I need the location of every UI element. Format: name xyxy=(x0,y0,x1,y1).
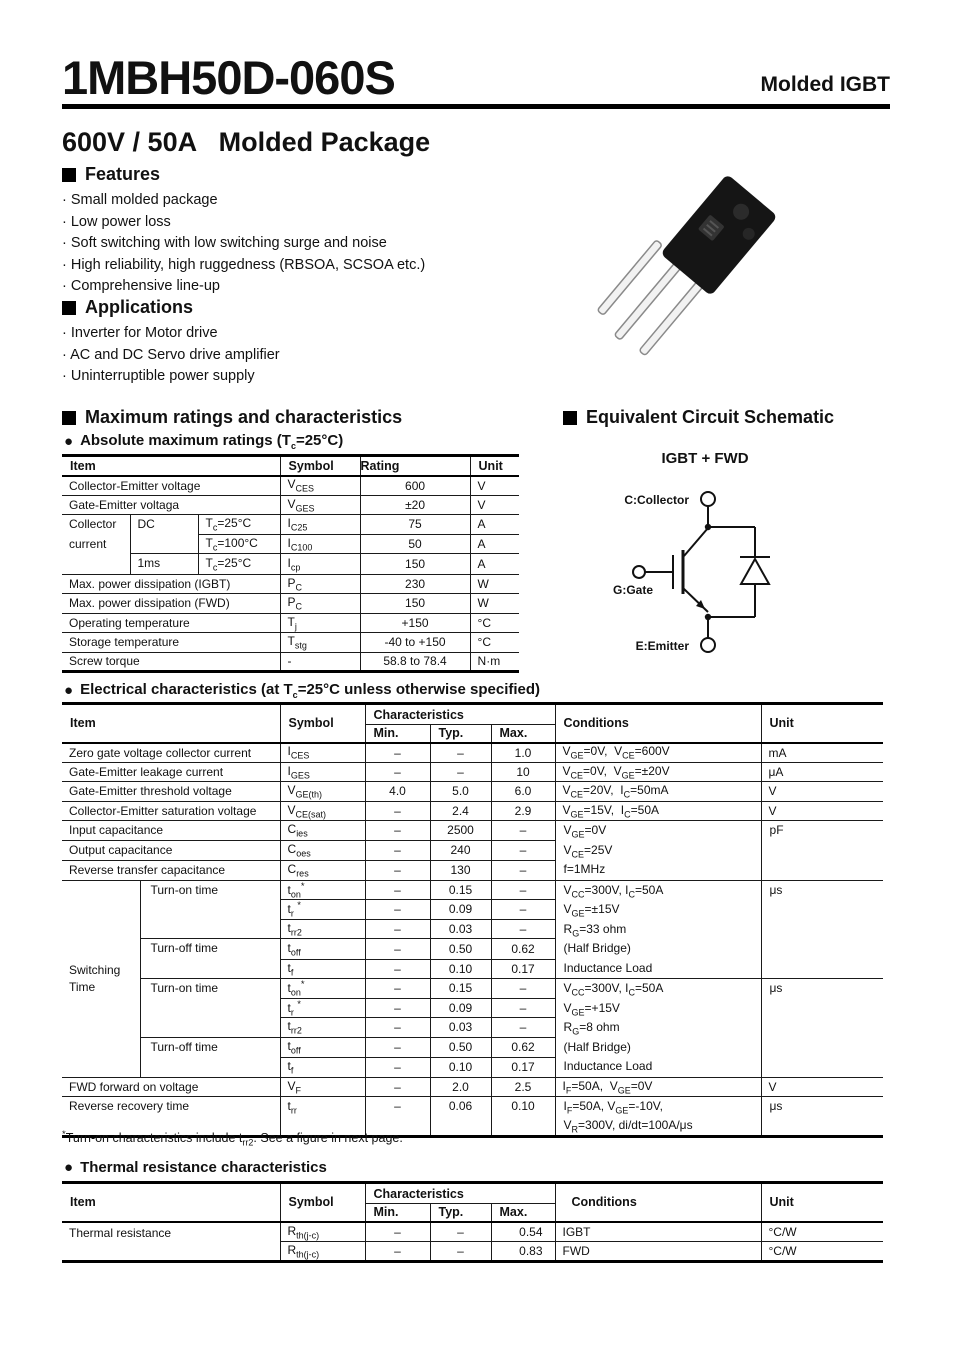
typ-cell: – xyxy=(430,743,491,763)
min-cell: – xyxy=(365,1097,430,1137)
application-item: · Inverter for Motor drive xyxy=(62,323,280,345)
junction-dot xyxy=(705,614,711,620)
max-header: Max. xyxy=(491,725,555,743)
cond-line: Inductance Load xyxy=(563,1059,653,1073)
unit-cell xyxy=(761,821,883,881)
turn-on-label-cell: Turn-on time xyxy=(140,880,280,939)
min-cell: – xyxy=(365,821,430,841)
table-row xyxy=(62,801,883,821)
max-cell: 0.17 xyxy=(491,1058,555,1078)
min-cell: – xyxy=(365,919,430,939)
table-row xyxy=(62,743,883,763)
table-row xyxy=(62,515,519,535)
symbol-header: Symbol xyxy=(280,456,360,476)
unit-header: Unit xyxy=(761,704,883,743)
igbt-fwd-schematic xyxy=(585,470,930,670)
cond-group-cell xyxy=(555,821,761,881)
item-cell: Gate-Emitter leakage current xyxy=(62,762,280,782)
table-row xyxy=(62,476,519,496)
symbol-cell: $R_{th(j-c)}$ xyxy=(280,1222,365,1242)
min-cell: – xyxy=(365,1222,430,1242)
max-cell: 2.9 xyxy=(491,801,555,821)
max-header: Max. xyxy=(491,1204,555,1222)
typ-cell: 5.0 xyxy=(430,782,491,802)
conditions-header: Conditions xyxy=(555,704,761,743)
cond-line: f=1MHz xyxy=(563,862,606,876)
typ-cell: 0.03 xyxy=(430,919,491,939)
square-bullet-icon xyxy=(62,301,76,315)
item-cell: Gate-Emitter voltaga xyxy=(62,495,280,515)
symbol-cell: $t_{rr2}$ xyxy=(280,1018,365,1038)
turn-off-label-cell: Turn-off time xyxy=(140,939,280,979)
max-cell: – xyxy=(491,979,555,999)
typ-cell: 0.03 xyxy=(430,1018,491,1038)
cond-line: $I_F=50A$, $V_{GE}=-10V$, xyxy=(563,1099,663,1116)
typ-cell: 0.10 xyxy=(430,1058,491,1078)
symbol-cell: $T_j$ xyxy=(280,613,360,633)
symbol-cell: $I_{cp}$ xyxy=(280,554,360,575)
rating-cell: 230 xyxy=(360,574,470,594)
cond-cell: $V_{GE}=15V$, $I_C=50A$ xyxy=(555,801,761,821)
feature-item: · High reliability, high ruggedness (RBSOA, SCSOA etc.) xyxy=(62,255,425,277)
item-cell: Gate-Emitter threshold voltage xyxy=(62,782,280,802)
table-row xyxy=(62,613,519,633)
item-header: Item xyxy=(62,1183,280,1222)
square-bullet-icon xyxy=(62,168,76,182)
cond-line: $V_{CC}=300V$, $I_C=50A$ xyxy=(563,882,664,899)
item-cell: Collector-Emitter voltage xyxy=(62,476,280,496)
rating-cell: -40 to +150 xyxy=(360,633,470,653)
min-cell: – xyxy=(365,860,430,880)
max-cell: 10 xyxy=(491,762,555,782)
item-header: Item xyxy=(62,456,280,476)
cond-line: $V_{CC}=300V$, $I_C=50A$ xyxy=(563,981,664,998)
unit-cell xyxy=(761,1097,883,1137)
max-cell: – xyxy=(491,880,555,900)
square-bullet-icon xyxy=(563,411,577,425)
symbol-cell: $t_r$ * xyxy=(280,900,365,920)
unit-cell: V xyxy=(470,495,519,515)
table-row xyxy=(62,880,883,900)
unit-cell: V xyxy=(761,801,883,821)
typ-cell: 0.50 xyxy=(430,1037,491,1058)
max-cell: – xyxy=(491,900,555,920)
equivalent-circuit-title: Equivalent Circuit Schematic xyxy=(586,407,835,427)
collector-terminal xyxy=(701,492,715,506)
item-header: Item xyxy=(62,704,280,743)
cond-cell: $V_{CE}=20V$, $I_C=50mA$ xyxy=(555,782,761,802)
min-cell: – xyxy=(365,1242,430,1262)
cond-line: Inductance Load xyxy=(563,960,653,975)
max-cell: 0.62 xyxy=(491,1037,555,1058)
symbol-cell: $I_{CES}$ xyxy=(280,743,365,763)
characteristics-header: Characteristics xyxy=(365,1183,555,1204)
item-cond-cell: $T_c=25^\circ C$ xyxy=(198,515,280,535)
package-lead xyxy=(639,277,707,356)
typ-cell: 0.10 xyxy=(430,959,491,979)
igbt-collector-lead xyxy=(684,528,708,556)
max-cell: 0.62 xyxy=(491,939,555,960)
min-cell: – xyxy=(365,880,430,900)
cond-cell: IGBT xyxy=(555,1222,761,1242)
table-row xyxy=(62,979,883,999)
item-cell: Storage temperature xyxy=(62,633,280,653)
item-sub-cell: 1ms xyxy=(130,554,198,575)
unit-value: pF xyxy=(769,823,784,837)
feature-item: · Soft switching with low switching surge and noise xyxy=(62,233,425,255)
unit-cell: °C xyxy=(470,633,519,653)
diode-symbol xyxy=(741,559,769,584)
symbol-cell: $I_{C25}$ xyxy=(280,515,360,535)
applications-list xyxy=(62,323,280,388)
symbol-cell: $t_r$ * xyxy=(280,998,365,1018)
min-cell: – xyxy=(365,939,430,960)
symbol-cell: $t_{off}$ xyxy=(280,1037,365,1058)
unit-value: μs xyxy=(769,981,783,995)
item-cell: Collector current xyxy=(62,515,130,575)
typ-cell: 0.15 xyxy=(430,979,491,999)
max-cell: 2.5 xyxy=(491,1077,555,1097)
feature-item: · Comprehensive line-up xyxy=(62,276,425,298)
item-cell: Operating temperature xyxy=(62,613,280,633)
max-cell: 0.17 xyxy=(491,959,555,979)
cond-group-cell xyxy=(555,1097,761,1137)
item-cond-cell: $T_c=100^\circ C$ xyxy=(198,534,280,554)
package-photo xyxy=(595,158,945,398)
min-cell: – xyxy=(365,959,430,979)
symbol-cell: $P_C$ xyxy=(280,594,360,614)
cond-line: $V_{CE}=25V$ xyxy=(563,842,613,859)
min-cell: – xyxy=(365,762,430,782)
item-cell: Thermal resistance xyxy=(62,1222,280,1262)
unit-cell: A xyxy=(470,534,519,554)
feature-item: · Low power loss xyxy=(62,212,425,234)
table-row xyxy=(62,1077,883,1097)
symbol-cell: $V_F$ xyxy=(280,1077,365,1097)
symbol-cell: $t_{rr}$ xyxy=(280,1097,365,1137)
unit-cell: A xyxy=(470,554,519,575)
symbol-cell: $V_{CES}$ xyxy=(280,476,360,496)
symbol-cell: $t_{on}^*$ xyxy=(280,979,365,999)
min-cell: – xyxy=(365,743,430,763)
table-row xyxy=(62,652,519,672)
cond-cell: $I_F=50A$, $V_{GE}=0V$ xyxy=(555,1077,761,1097)
typ-cell: 2.4 xyxy=(430,801,491,821)
cond-cell: $V_{GE}=0V$, $V_{CE}=600V$ xyxy=(555,743,761,763)
table-row xyxy=(62,554,519,575)
unit-cell: μA xyxy=(761,762,883,782)
min-cell: – xyxy=(365,1037,430,1058)
item-cell: Reverse transfer capacitance xyxy=(62,860,280,880)
table-row xyxy=(62,495,519,515)
typ-cell: 0.15 xyxy=(430,880,491,900)
typ-cell: – xyxy=(430,762,491,782)
typ-cell: 0.50 xyxy=(430,939,491,960)
applications-title: Applications xyxy=(85,297,194,317)
item-cond-cell: $T_c=25^\circ C$ xyxy=(198,554,280,575)
unit-cell: V xyxy=(761,782,883,802)
thermal-table xyxy=(62,1181,883,1263)
emitter-terminal xyxy=(701,638,715,652)
applications-section xyxy=(62,297,280,388)
item-cell: Screw torque xyxy=(62,652,280,672)
package-body xyxy=(660,174,777,296)
unit-cell: V xyxy=(761,1077,883,1097)
unit-value: μs xyxy=(769,882,783,897)
turn-off-label-cell: Turn-off time xyxy=(140,1037,280,1077)
cond-line: $V_{GE}=\pm 15V$ xyxy=(563,902,620,919)
min-cell: – xyxy=(365,1018,430,1038)
electrical-heading xyxy=(64,681,540,700)
typ-cell: – xyxy=(430,1222,491,1242)
symbol-cell: $C_{oes}$ xyxy=(280,840,365,860)
min-cell: 4.0 xyxy=(365,782,430,802)
symbol-cell: $V_{GES}$ xyxy=(280,495,360,515)
feature-item: · Small molded package xyxy=(62,190,425,212)
unit-cell xyxy=(761,979,883,1078)
rating-cell: ±20 xyxy=(360,495,470,515)
max-cell: – xyxy=(491,919,555,939)
unit-cell: °C/W xyxy=(761,1222,883,1242)
table-row xyxy=(62,762,883,782)
max-cell: – xyxy=(491,840,555,860)
cond-group-cell xyxy=(555,880,761,979)
min-cell: – xyxy=(365,1077,430,1097)
table-row xyxy=(62,574,519,594)
circle-bullet-icon: ● xyxy=(64,682,74,699)
cond-line: $V_{GE}=0V$ xyxy=(563,823,607,840)
junction-dot xyxy=(705,524,711,530)
symbol-cell: - xyxy=(280,652,360,672)
equivalent-circuit-heading xyxy=(563,407,834,428)
table-header-row xyxy=(62,704,883,725)
rating-cell: 150 xyxy=(360,554,470,575)
max-cell: – xyxy=(491,860,555,880)
electrical-title: Electrical characteristics (at $T_c=25^\circ C$ unless otherwise specified) xyxy=(80,681,541,700)
typ-cell: 2500 xyxy=(430,821,491,841)
conditions-header: Conditions xyxy=(555,1183,761,1222)
max-cell: 0.83 xyxy=(491,1242,555,1262)
cond-line: $V_R=300V$, di/dt=100A/μs xyxy=(563,1118,693,1135)
max-cell: 0.10 xyxy=(491,1097,555,1137)
page-subtitle: 600V / 50A Molded Package xyxy=(62,127,431,157)
part-number: 1MBH50D-060S xyxy=(62,51,395,104)
unit-cell: W xyxy=(470,594,519,614)
footnote: *Turn-on characteristics include $t_{rr2}$. See a figure in next page. xyxy=(62,1129,403,1148)
square-bullet-icon xyxy=(62,411,76,425)
typ-cell: 0.09 xyxy=(430,900,491,920)
symbol-cell: $R_{th(j-c)}$ xyxy=(280,1242,365,1262)
abs-max-title: Absolute maximum ratings $(T_c=25^\circ C)$ xyxy=(80,432,344,451)
unit-cell: W xyxy=(470,574,519,594)
symbol-header: Symbol xyxy=(280,1183,365,1222)
rating-cell: 150 xyxy=(360,594,470,614)
symbol-cell: $t_{rr2}$ xyxy=(280,919,365,939)
turn-on-label-cell: Turn-on time xyxy=(140,979,280,1038)
unit-header: Unit xyxy=(470,456,519,476)
symbol-cell: $C_{res}$ xyxy=(280,860,365,880)
typ-header: Typ. xyxy=(430,725,491,743)
max-cell: – xyxy=(491,998,555,1018)
max-ratings-heading xyxy=(62,407,402,428)
max-cell: – xyxy=(491,821,555,841)
applications-heading xyxy=(62,297,280,318)
max-ratings-table xyxy=(62,454,519,673)
rating-header: Rating xyxy=(360,456,470,476)
symbol-cell: $V_{CE(sat)}$ xyxy=(280,801,365,821)
abs-max-heading xyxy=(64,432,343,451)
features-title: Features xyxy=(85,164,161,184)
device-family: Molded IGBT xyxy=(760,73,890,96)
typ-cell: – xyxy=(430,1242,491,1262)
emitter-label: E:Emitter xyxy=(635,639,689,653)
cond-line: (Half Bridge) xyxy=(563,941,631,955)
unit-cell: °C/W xyxy=(761,1242,883,1262)
cond-line: $V_{GE}=+15V$ xyxy=(563,1000,620,1017)
cond-line: $R_G=8$ ohm xyxy=(563,1020,620,1037)
table-header-row xyxy=(62,1183,883,1204)
cond-line: (Half Bridge) xyxy=(563,1039,631,1054)
item-cell: Zero gate voltage collector current xyxy=(62,743,280,763)
min-cell: – xyxy=(365,840,430,860)
package-lead xyxy=(597,240,662,316)
symbol-cell: $t_{on}^*$ xyxy=(280,880,365,900)
thermal-title: Thermal resistance characteristics xyxy=(80,1159,327,1176)
table-header-row xyxy=(62,456,519,476)
title-bar xyxy=(62,51,890,109)
table-row xyxy=(62,594,519,614)
symbol-cell: $P_C$ xyxy=(280,574,360,594)
schematic-label: IGBT + FWD xyxy=(661,450,749,467)
features-heading xyxy=(62,164,425,185)
unit-cell: mA xyxy=(761,743,883,763)
symbol-cell: $T_{stg}$ xyxy=(280,633,360,653)
switching-label-cell: Switching Time xyxy=(62,880,140,1077)
typ-header: Typ. xyxy=(430,1204,491,1222)
gate-label: G:Gate xyxy=(613,583,654,597)
symbol-cell: $V_{GE(th)}$ xyxy=(280,782,365,802)
symbol-cell: $t_f$ xyxy=(280,1058,365,1078)
circle-bullet-icon: ● xyxy=(64,1159,74,1176)
table-row xyxy=(62,633,519,653)
rating-cell: 75 xyxy=(360,515,470,535)
table-row xyxy=(62,821,883,841)
unit-value: μs xyxy=(769,1099,783,1113)
min-cell: – xyxy=(365,998,430,1018)
gate-terminal xyxy=(633,566,645,578)
rating-cell: 58.8 to 78.4 xyxy=(360,652,470,672)
item-sub-cell: DC xyxy=(130,515,198,554)
unit-header: Unit xyxy=(761,1183,883,1222)
symbol-cell: $t_f$ xyxy=(280,959,365,979)
unit-cell: N·m xyxy=(470,652,519,672)
characteristics-header: Characteristics xyxy=(365,704,555,725)
electrical-table xyxy=(62,702,883,1138)
item-cell: Reverse recovery time xyxy=(62,1097,280,1137)
thermal-heading xyxy=(64,1159,327,1176)
table-row xyxy=(62,782,883,802)
cond-cell: FWD xyxy=(555,1242,761,1262)
application-item: · Uninterruptible power supply xyxy=(62,366,280,388)
table-row xyxy=(62,1222,883,1242)
typ-cell: 0.09 xyxy=(430,998,491,1018)
max-ratings-title: Maximum ratings and characteristics xyxy=(85,407,403,427)
min-header: Min. xyxy=(365,1204,430,1222)
item-cell: Max. power dissipation (FWD) xyxy=(62,594,280,614)
typ-cell: 0.06 xyxy=(430,1097,491,1137)
unit-cell: °C xyxy=(470,613,519,633)
typ-cell: 2.0 xyxy=(430,1077,491,1097)
min-cell: – xyxy=(365,801,430,821)
item-cell: FWD forward on voltage xyxy=(62,1077,280,1097)
symbol-cell: $I_{C100}$ xyxy=(280,534,360,554)
max-cell: 1.0 xyxy=(491,743,555,763)
cond-line: $R_G=33$ ohm xyxy=(563,921,627,938)
symbol-cell: $t_{off}$ xyxy=(280,939,365,960)
max-cell: 0.54 xyxy=(491,1222,555,1242)
symbol-cell: $C_{ies}$ xyxy=(280,821,365,841)
rating-cell: 50 xyxy=(360,534,470,554)
min-cell: – xyxy=(365,979,430,999)
rating-cell: 600 xyxy=(360,476,470,496)
rating-cell: +150 xyxy=(360,613,470,633)
min-cell: – xyxy=(365,1058,430,1078)
symbol-header: Symbol xyxy=(280,704,365,743)
item-cell: Output capacitance xyxy=(62,840,280,860)
item-cell: Input capacitance xyxy=(62,821,280,841)
item-cell: Collector-Emitter saturation voltage xyxy=(62,801,280,821)
cond-group-cell xyxy=(555,979,761,1078)
unit-cell: A xyxy=(470,515,519,535)
unit-cell: V xyxy=(470,476,519,496)
circle-bullet-icon: ● xyxy=(64,433,74,450)
symbol-cell: $I_{GES}$ xyxy=(280,762,365,782)
collector-label: C:Collector xyxy=(624,493,689,507)
cond-cell: $V_{CE}=0V$, $V_{GE}=\pm 20V$ xyxy=(555,762,761,782)
min-header: Min. xyxy=(365,725,430,743)
features-section xyxy=(62,164,425,298)
package-lead xyxy=(614,258,684,340)
max-cell: 6.0 xyxy=(491,782,555,802)
typ-cell: 130 xyxy=(430,860,491,880)
min-cell: – xyxy=(365,900,430,920)
max-cell: – xyxy=(491,1018,555,1038)
features-list xyxy=(62,190,425,298)
unit-cell xyxy=(761,880,883,979)
application-item: · AC and DC Servo drive amplifier xyxy=(62,345,280,367)
typ-cell: 240 xyxy=(430,840,491,860)
item-cell: Max. power dissipation (IGBT) xyxy=(62,574,280,594)
